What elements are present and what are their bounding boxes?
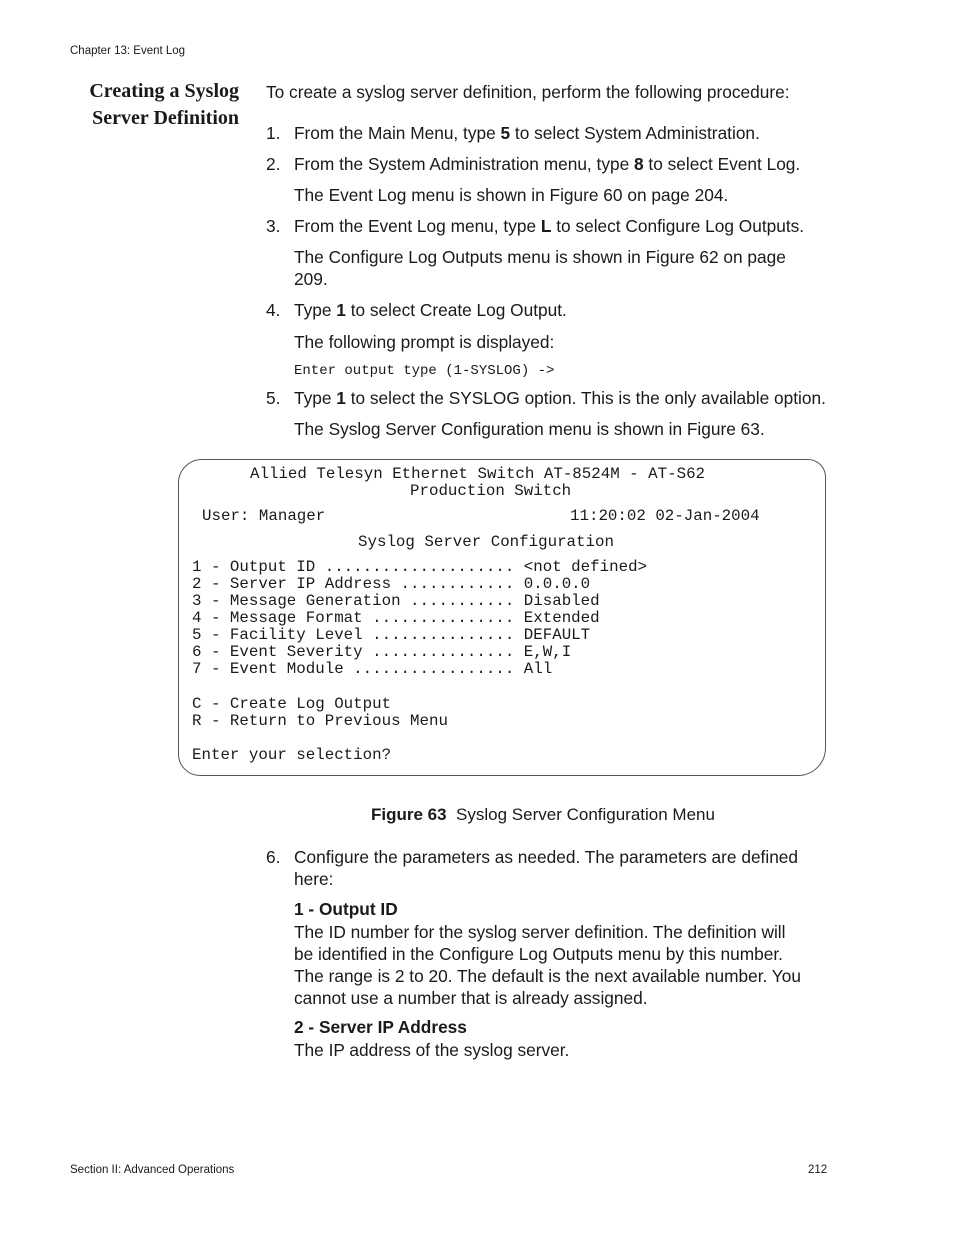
screen-menu-item: 3 - Message Generation ........... Disabled bbox=[192, 592, 600, 610]
screen-menu-title: Syslog Server Configuration bbox=[358, 533, 614, 551]
note-event-log-menu: The Event Log menu is shown in Figure 60 on page 204. bbox=[294, 185, 729, 205]
page-number: 212 bbox=[808, 1164, 828, 1176]
step-6-text: Configure the parameters as needed. The parameters are defined here: bbox=[294, 847, 799, 889]
screen-datetime: 11:20:02 02-Jan-2004 bbox=[570, 507, 760, 525]
screen-title-line1: Allied Telesyn Ethernet Switch AT-8524M - AT-S62 bbox=[250, 465, 706, 483]
step-number: 5. bbox=[266, 388, 281, 408]
step-number: 2. bbox=[266, 154, 281, 174]
screen-menu-item: 5 - Facility Level ............... DEFAULT bbox=[192, 626, 591, 644]
footer-section: Section II: Advanced Operations bbox=[70, 1164, 235, 1176]
screen-user: User: Manager bbox=[202, 507, 326, 525]
note-config-outputs: The Configure Log Outputs menu is shown in Figure 62 on page 209. bbox=[294, 247, 786, 289]
step-number: 4. bbox=[266, 300, 281, 320]
screen-menu-item: 1 - Output ID .................... <not defined> bbox=[192, 558, 648, 576]
param-title-output-id: 1 - Output ID bbox=[294, 899, 398, 919]
step-number: 6. bbox=[266, 847, 281, 867]
screen-menu-item: 2 - Server IP Address ............ 0.0.0.0 bbox=[192, 575, 591, 593]
step-2-text: From the System Administration menu, type 8 to select Event Log. bbox=[294, 154, 801, 174]
screen-menu-item: 7 - Event Module ................. All bbox=[192, 660, 553, 678]
figure-caption: Figure 63 Syslog Server Configuration Menu bbox=[371, 805, 715, 824]
step-5-text: Type 1 to select the SYSLOG option. This is the only available option. bbox=[294, 388, 826, 408]
screen-return-option: R - Return to Previous Menu bbox=[192, 712, 448, 730]
step-number: 1. bbox=[266, 123, 281, 143]
step-1-text: From the Main Menu, type 5 to select System Administration. bbox=[294, 123, 760, 143]
step-3-text: From the Event Log menu, type L to select Configure Log Outputs. bbox=[294, 216, 805, 236]
section-heading-line1: Creating a Syslog bbox=[89, 80, 239, 102]
screen-prompt: Enter your selection? bbox=[192, 746, 392, 764]
screen-menu-item: 6 - Event Severity ............... E,W,I bbox=[192, 643, 572, 661]
intro-paragraph: To create a syslog server definition, perform the following procedure: bbox=[266, 82, 790, 102]
note-syslog-menu-shown: The Syslog Server Configuration menu is shown in Figure 63. bbox=[294, 419, 765, 439]
step-number: 3. bbox=[266, 216, 281, 236]
step-4-text: Type 1 to select Create Log Output. bbox=[294, 300, 567, 320]
running-header: Chapter 13: Event Log bbox=[70, 45, 186, 57]
note-prompt-displayed: The following prompt is displayed: bbox=[294, 332, 555, 352]
screen-create-option: C - Create Log Output bbox=[192, 695, 392, 713]
screen-title-line2: Production Switch bbox=[410, 482, 572, 500]
prompt-text: Enter output type (1-SYSLOG) -> bbox=[294, 363, 555, 379]
param-desc-server-ip: The IP address of the syslog server. bbox=[294, 1040, 570, 1060]
param-title-server-ip: 2 - Server IP Address bbox=[294, 1017, 467, 1037]
section-heading bbox=[60, 78, 239, 132]
section-heading-line2: Server Definition bbox=[92, 107, 239, 129]
screen-menu-item: 4 - Message Format ............... Extended bbox=[192, 609, 600, 627]
param-desc-output-id: The ID number for the syslog server definition. The definition will be identified in the Configure Log Outputs menu by this number. The range is 2 to 20. The default is the next available number. You cannot use a number that is already assigned. bbox=[294, 922, 801, 1008]
